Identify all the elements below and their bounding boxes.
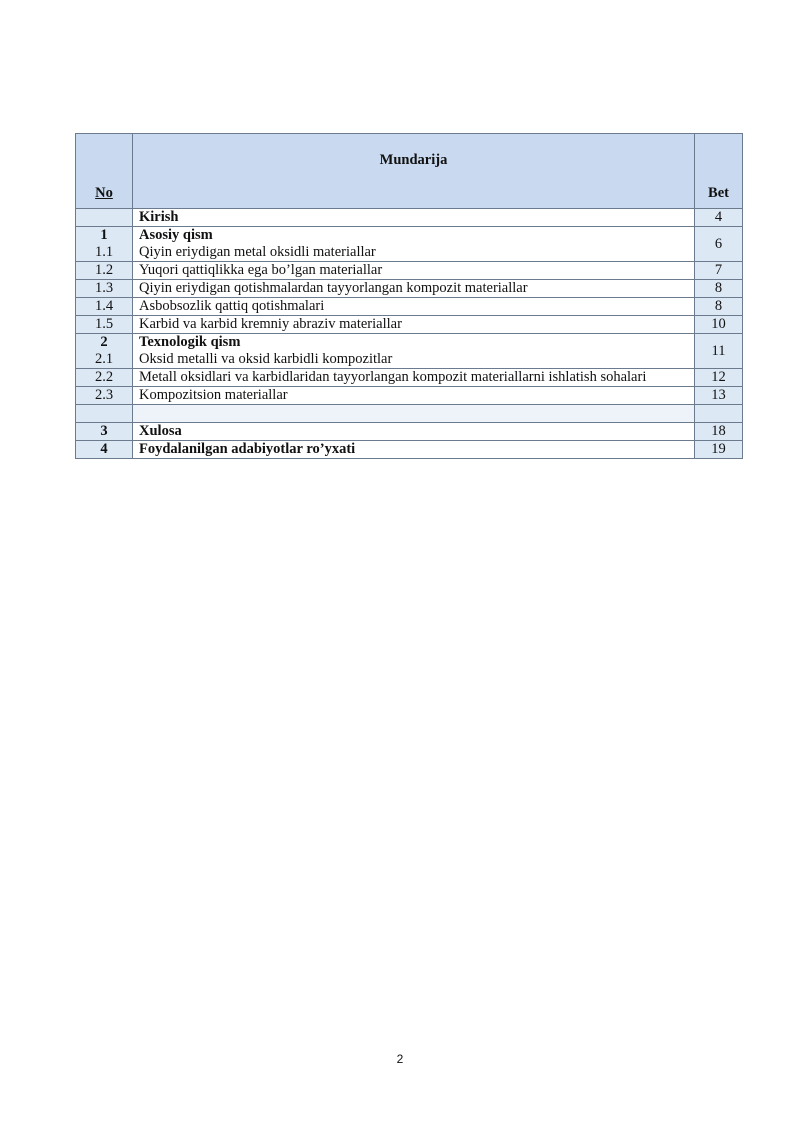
- row-page: 19: [695, 441, 743, 459]
- table-row: [76, 369, 743, 387]
- subsection-title: Oksid metalli va oksid karbidli kompozitlar: [139, 351, 393, 367]
- row-page: 8: [695, 298, 743, 316]
- table-row: [76, 387, 743, 405]
- subsection-number: 1.1: [94, 244, 114, 260]
- row-page: 12: [695, 369, 743, 387]
- table-header-row: [76, 134, 743, 209]
- row-title: Metall oksidlari va karbidlaridan tayyorlangan kompozit materiallarni ishlatish sohalari: [133, 369, 695, 387]
- header-page: Bet: [695, 134, 743, 209]
- table-of-contents: [75, 133, 743, 459]
- empty-row: [76, 405, 743, 423]
- subsection-number: 2.1: [94, 351, 114, 367]
- table-row: [76, 209, 743, 227]
- row-number: 1.3: [76, 280, 133, 298]
- row-title: Xulosa: [133, 423, 695, 441]
- table-row: [76, 441, 743, 459]
- row-page: 7: [695, 262, 743, 280]
- row-page: 18: [695, 423, 743, 441]
- row-number: 1.5: [76, 316, 133, 334]
- table-row: [76, 280, 743, 298]
- row-title: Kompozitsion materiallar: [133, 387, 695, 405]
- table-row: [76, 262, 743, 280]
- row-title: [133, 227, 695, 262]
- row-page: 11: [695, 334, 743, 369]
- row-title: Yuqori qattiqlikka ega bo’lgan materiallar: [133, 262, 695, 280]
- page-number: 2: [396, 1052, 404, 1066]
- row-title: Foydalanilgan adabiyotlar ro’yxati: [133, 441, 695, 459]
- section-title: Asosiy qism: [139, 227, 213, 243]
- table-row: [76, 334, 743, 369]
- table-row: [76, 227, 743, 262]
- row-page: 13: [695, 387, 743, 405]
- row-page: 10: [695, 316, 743, 334]
- row-number: [76, 405, 133, 423]
- subsection-title: Qiyin eriydigan metal oksidli materiallar: [139, 244, 376, 260]
- row-page: 8: [695, 280, 743, 298]
- header-contents: Mundarija: [133, 134, 695, 209]
- row-number: 3: [76, 423, 133, 441]
- row-number: 4: [76, 441, 133, 459]
- section-number: 1: [100, 227, 108, 243]
- row-title: Kirish: [133, 209, 695, 227]
- row-number: 2.3: [76, 387, 133, 405]
- row-number: 1.2: [76, 262, 133, 280]
- row-title: Karbid va karbid kremniy abraziv materiallar: [133, 316, 695, 334]
- row-title: [133, 405, 695, 423]
- table-row: [76, 423, 743, 441]
- row-title: Asbobsozlik qattiq qotishmalari: [133, 298, 695, 316]
- row-number: 2.2: [76, 369, 133, 387]
- row-title: [133, 334, 695, 369]
- section-title: Texnologik qism: [139, 334, 241, 350]
- row-page: [695, 405, 743, 423]
- header-number: No: [76, 134, 133, 209]
- row-title: Qiyin eriydigan qotishmalardan tayyorlangan kompozit materiallar: [133, 280, 695, 298]
- table-row: [76, 298, 743, 316]
- row-number: [76, 209, 133, 227]
- row-number: [76, 227, 133, 262]
- section-number: 2: [100, 334, 108, 350]
- row-number: 1.4: [76, 298, 133, 316]
- table-row: [76, 316, 743, 334]
- row-number: [76, 334, 133, 369]
- row-page: 4: [695, 209, 743, 227]
- row-page: 6: [695, 227, 743, 262]
